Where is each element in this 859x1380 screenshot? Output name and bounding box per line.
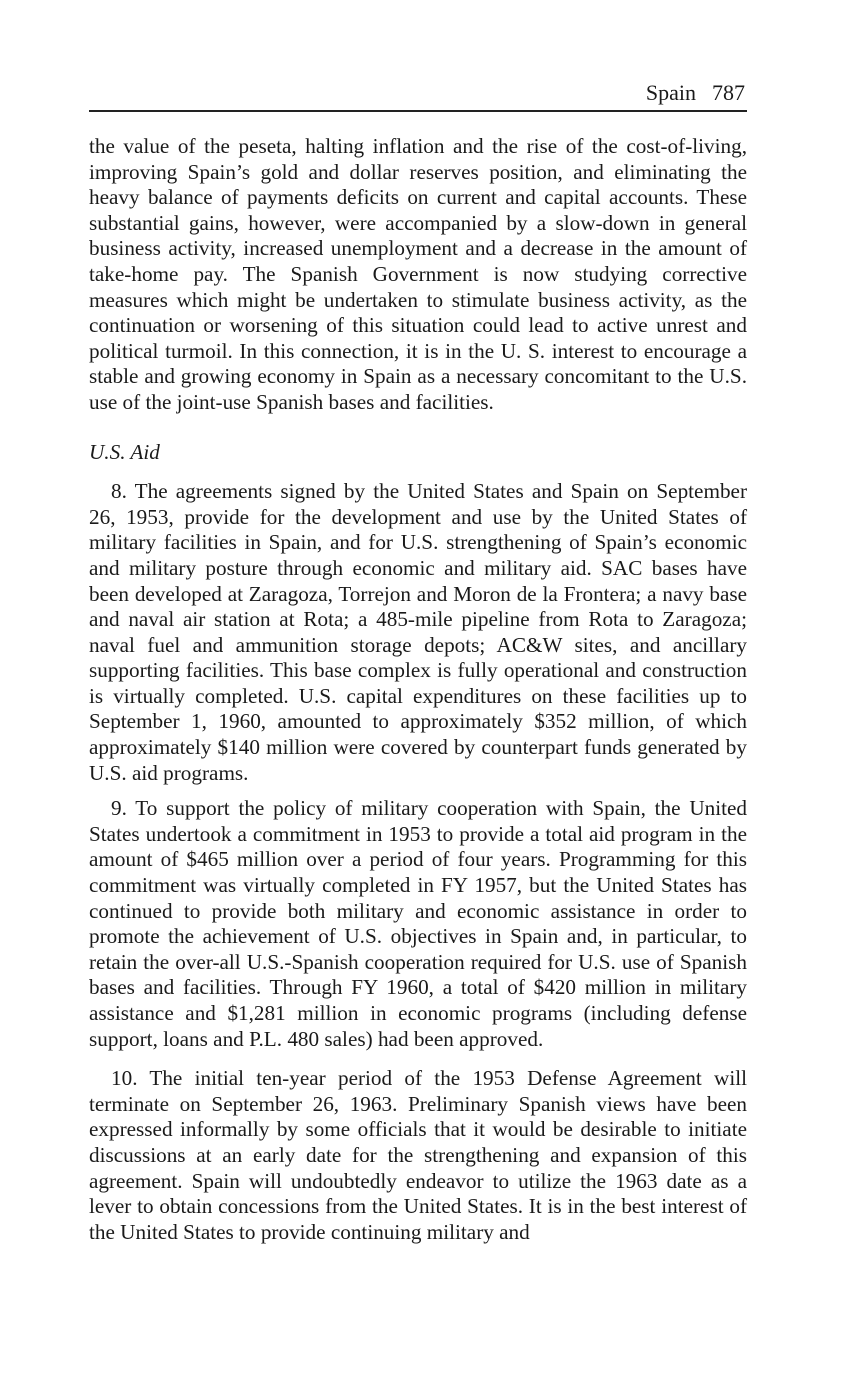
- document-page: [89, 78, 747, 1245]
- running-header: [89, 78, 747, 108]
- running-header-title: Spain: [645, 80, 696, 105]
- paragraph-9: 9. To support the policy of military cooperation with Spain, the United States undertook a commitment in 1953 to provide a total aid program in the amount of $465 million over a period of four years. Programming for this commitment was virtually completed in FY 1957, but the United States has continued to provide both military and economic assistance in order to promote the achievement of U.S. objectives in Spain and, in particular, to retain the over-all U.S.-Spanish cooperation required for U.S. use of Spanish bases and facilities. Through FY 1960, a total of $420 million in military assistance and $1,281 million in economic programs (including defense support, loans and P.L. 480 sales) had been approved.: [89, 796, 747, 1051]
- header-rule: [89, 110, 747, 112]
- paragraph-intro: the value of the peseta, halting inflation and the rise of the cost-of-living, improving Spain’s gold and dollar reserves position, and eliminating the heavy balance of payments deficits on current and capital accounts. These substantial gains, however, were accompanied by a slow-down in general business activity, increased unemployment and a decrease in the amount of take-home pay. The Spanish Government is now studying corrective measures which might be undertaken to stimulate business activity, as the continuation or worsening of this situation could lead to active unrest and political turmoil. In this connection, it is in the U. S. interest to encourage a stable and growing economy in Spain as a necessary concomitant to the U.S. use of the joint-use Spanish bases and facilities.: [89, 134, 747, 414]
- paragraph-10: 10. The initial ten-year period of the 1953 Defense Agreement will terminate on September 26, 1963. Preliminary Spanish views have been expressed informally by some officials that it would be desirable to initiate discussions at an early date for the strengthening and expansion of this agreement. Spain will undoubtedly endeavor to utilize the 1963 date as a lever to obtain concessions from the United States. It is in the best interest of the United States to provide continuing military and: [89, 1066, 747, 1244]
- page-number: 787: [712, 80, 745, 105]
- section-heading-us-aid: U.S. Aid: [89, 439, 160, 464]
- paragraph-8: 8. The agreements signed by the United States and Spain on September 26, 1953, provide for the development and use by the United States of military facilities in Spain, and for U.S. strengthening of Spain’s economic and military posture through economic and military aid. SAC bases have been developed at Zaragoza, Torrejon and Moron de la Frontera; a navy base and naval air station at Rota; a 485-mile pipeline from Rota to Zaragoza; naval fuel and ammunition storage depots; AC&W sites, and ancillary supporting facilities. This base complex is fully operational and construction is virtually completed. U.S. capital expenditures on these facilities up to September 1, 1960, amounted to approximately $352 million, of which approximately $140 million were covered by counterpart funds generated by U.S. aid programs.: [89, 479, 747, 785]
